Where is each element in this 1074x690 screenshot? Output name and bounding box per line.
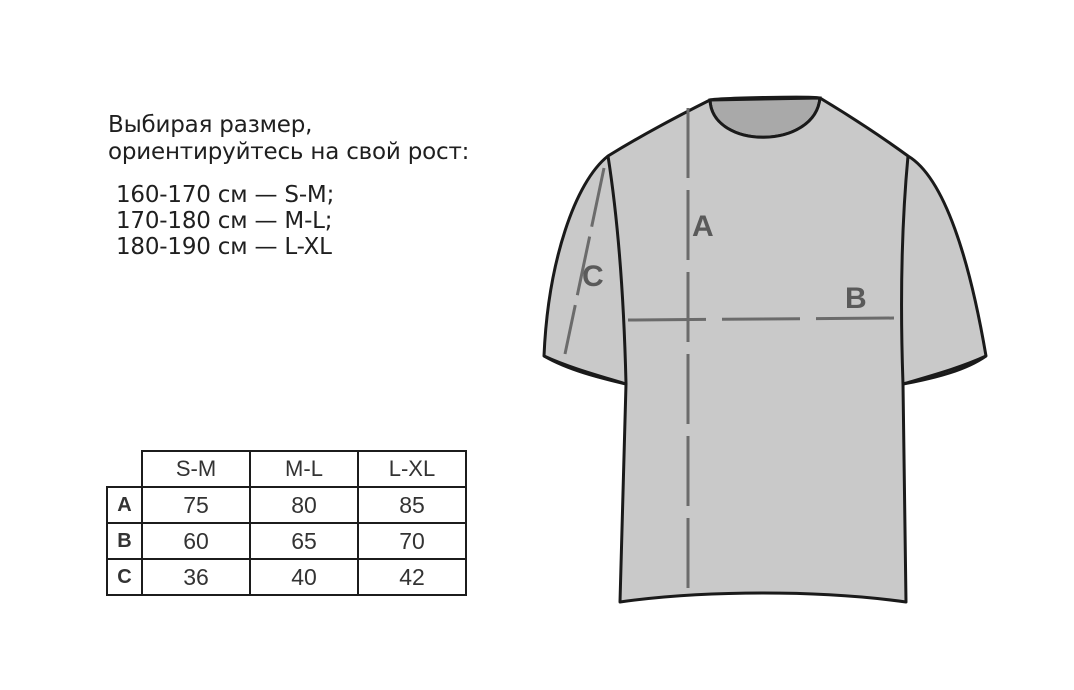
height-range-1: 160-170 см — S-M; [116,182,335,208]
table-cell: 60 [142,523,250,559]
row-label-a: A [107,487,142,523]
measure-label-c: C [582,260,604,293]
table-cell: 40 [250,559,358,595]
table-cell: 85 [358,487,466,523]
intro-line-1: Выбирая размер, [108,112,313,138]
table-cell: 75 [142,487,250,523]
height-range-3: 180-190 см — L-XL [116,234,332,260]
table-cell: 80 [250,487,358,523]
measure-label-b: B [845,282,867,315]
row-label-b: B [107,523,142,559]
measure-label-a: A [692,210,714,243]
intro-line-2: ориентируйтесь на свой рост: [108,139,470,165]
table-cell: 42 [358,559,466,595]
row-label-c: C [107,559,142,595]
col-header-s-m: S-M [142,451,250,487]
col-header-m-l: M-L [250,451,358,487]
col-header-l-xl: L-XL [358,451,466,487]
measure-line-b [628,318,898,320]
table-cell: 70 [358,523,466,559]
table-cell: 65 [250,523,358,559]
height-range-2: 170-180 см — M-L; [116,208,333,234]
table-cell: 36 [142,559,250,595]
